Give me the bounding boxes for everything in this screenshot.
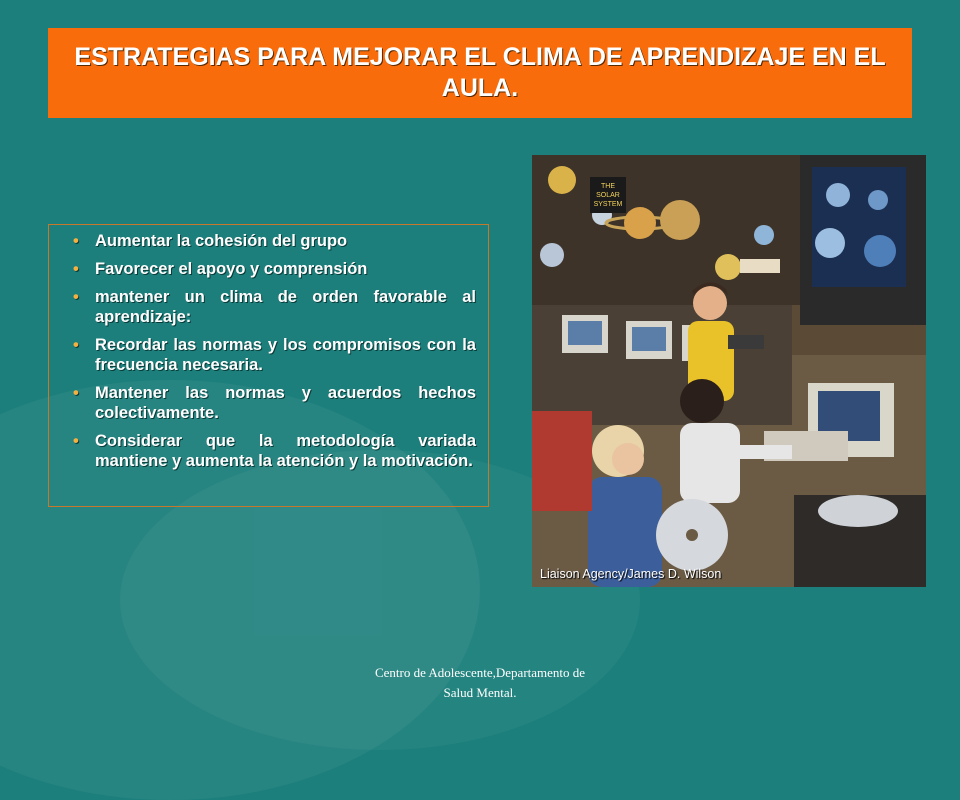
classroom-photo — [532, 155, 926, 587]
title-banner — [48, 28, 912, 118]
poster-text: SYSTEM — [593, 201, 623, 208]
footer-line: Centro de Adolescente,Departamento de — [374, 665, 586, 680]
bullet-icon: • — [73, 336, 79, 354]
bullet-list — [67, 231, 476, 471]
bullet-text: Considerar que la metodología variada mantiene y aumenta la atención y la motivación. — [95, 432, 476, 470]
child-head — [693, 286, 727, 320]
bullet-text: Favorecer el apoyo y comprensión — [95, 260, 368, 278]
bullet-icon: • — [73, 288, 79, 306]
bullet-icon: • — [73, 432, 79, 450]
classroom-illustration — [532, 155, 926, 587]
poster-text: SOLAR — [596, 192, 620, 199]
bullet-item — [67, 231, 476, 251]
bullet-icon: • — [73, 260, 79, 278]
photo-credit: Liaison Agency/James D. Wilson — [540, 567, 722, 581]
bullet-icon: • — [73, 384, 79, 402]
child-white-shirt — [680, 423, 740, 503]
child-head — [680, 379, 724, 423]
bullet-text: Mantener las normas y acuerdos hechos colectivamente. — [95, 384, 476, 422]
bullet-item — [67, 287, 476, 327]
bullet-item — [67, 335, 476, 375]
saturn-planet — [624, 207, 656, 239]
bullet-text: mantener un clima de orden favorable al aprendizaje: — [95, 288, 476, 326]
bullet-icon: • — [73, 232, 79, 250]
footer — [330, 663, 630, 703]
slide-title: ESTRATEGIAS PARA MEJORAR EL CLIMA DE APRENDIZAJE EN EL AULA. — [74, 43, 886, 102]
bullet-text: Recordar las normas y los compromisos con la frecuencia necesaria. — [95, 336, 476, 374]
bullet-item — [67, 259, 476, 279]
bullet-item — [67, 431, 476, 471]
bullet-text-box — [48, 224, 489, 507]
bullet-item — [67, 383, 476, 423]
footer-line: Salud Mental. — [443, 685, 517, 700]
poster-text: THE — [601, 183, 615, 190]
jupiter-planet — [660, 200, 700, 240]
bullet-text: Aumentar la cohesión del grupo — [95, 232, 348, 250]
